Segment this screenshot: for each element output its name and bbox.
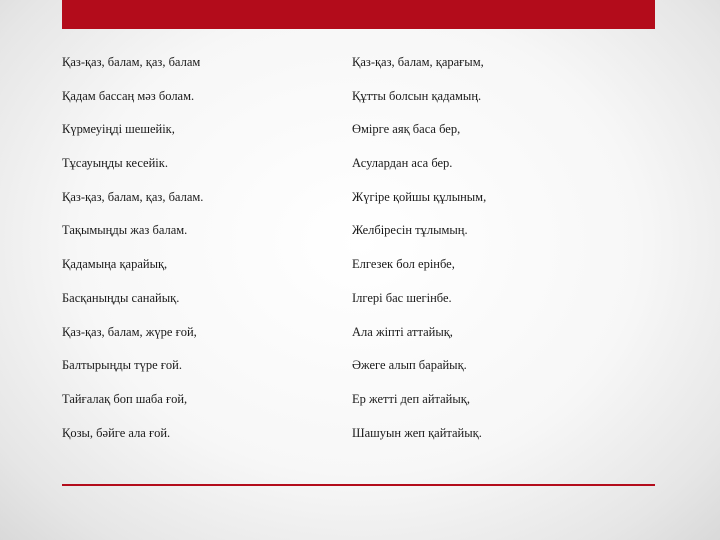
poem-line: Қадамыңа қарайық,	[62, 257, 168, 272]
poem-line: Ала жіпті аттайық,	[352, 324, 453, 339]
poem-line: Қаз-қаз, балам, қаз, балам.	[62, 189, 204, 204]
poem-line: Өмірге аяқ баса бер,	[352, 122, 461, 137]
poem-line: Күрмеуіңді шешейік,	[62, 122, 175, 137]
poem-line: Қаз-қаз, балам, қаз, балам	[62, 55, 201, 69]
poem-line: Тақымыңды жаз балам.	[62, 223, 188, 238]
poem-right-column	[352, 52, 652, 456]
poem-line: Әжеге алып барайық.	[352, 358, 467, 373]
poem-line: Тайғалақ боп шаба ғой,	[62, 391, 188, 406]
top-accent-band	[62, 0, 655, 29]
poem-line: Тұсауыңды кесейік.	[62, 156, 168, 171]
poem-line: Балтырыңды түре ғой.	[62, 358, 182, 373]
poem-line: Басқаныңды санайық.	[62, 290, 180, 305]
poem-left-column	[62, 52, 332, 456]
poem-line: Шашуын жеп қайтайық.	[352, 425, 482, 440]
poem-line: Елгезек бол ерінбе,	[352, 257, 455, 272]
poem-line: Қозы, бәйге ала ғой.	[62, 425, 171, 440]
poem-line: Желбіресін тұлымың.	[352, 223, 468, 238]
poem-line: Жүгіре қойшы құлыным,	[352, 189, 487, 204]
poem-line: Ілгері бас шегінбе.	[352, 290, 452, 305]
poem-line: Қаз-қаз, балам, қарағым,	[352, 55, 484, 69]
poem-line: Қадам бассаң мәз болам.	[62, 88, 195, 103]
poem-line: Ер жетті деп айтайық,	[352, 391, 470, 406]
bottom-divider	[62, 484, 655, 486]
poem-line: Құтты болсын қадамың.	[352, 88, 482, 103]
poem-line: Қаз-қаз, балам, жүре ғой,	[62, 324, 197, 339]
poem-line: Асулардан аса бер.	[352, 156, 453, 171]
